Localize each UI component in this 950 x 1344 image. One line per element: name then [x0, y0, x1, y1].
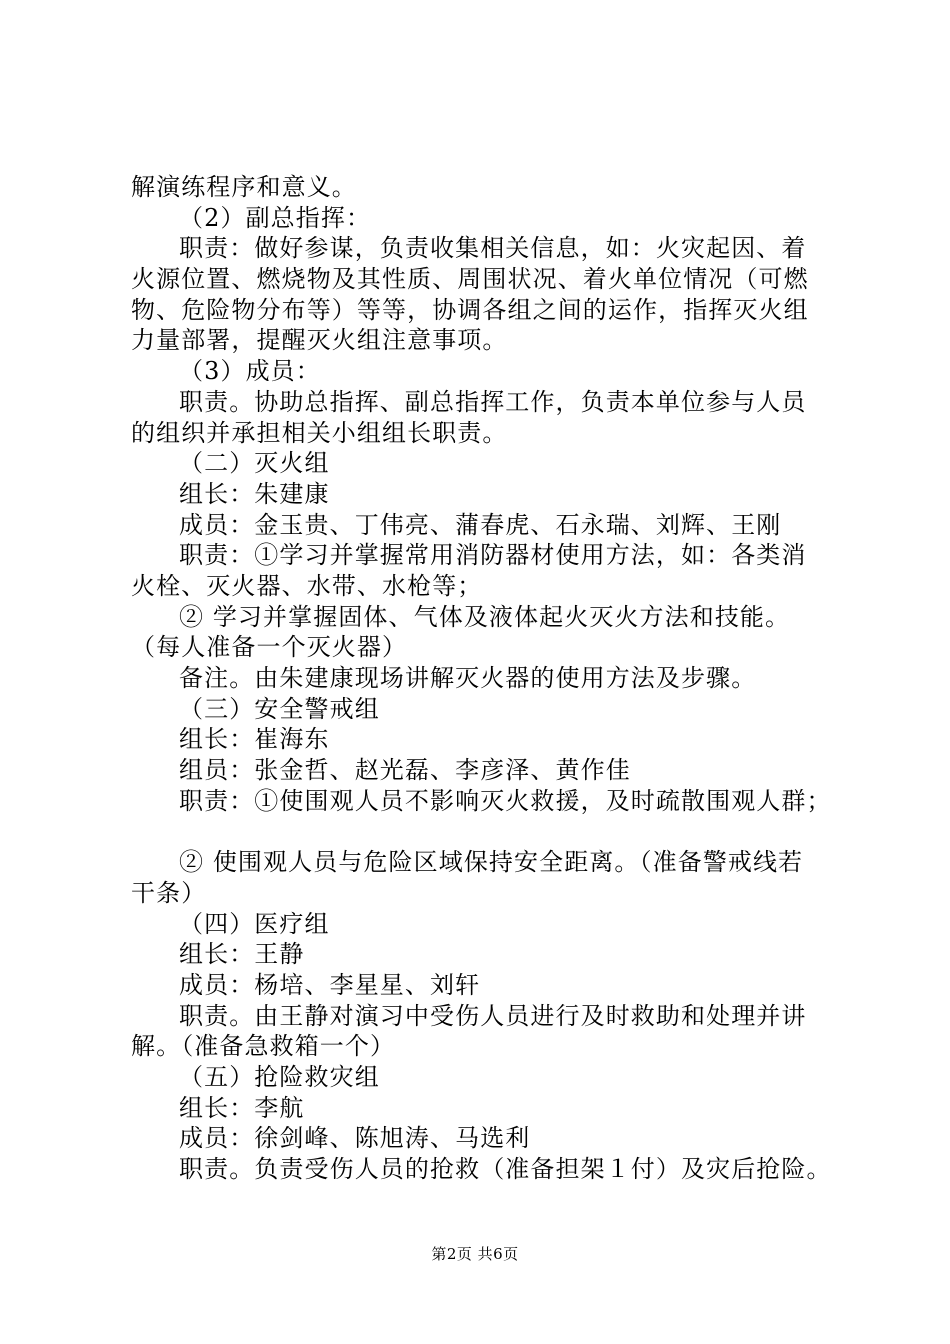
text-line: （2）副总指挥：	[179, 203, 372, 232]
text-line: 组长：李航	[179, 1093, 305, 1122]
text-line: 组长：王静	[179, 940, 305, 969]
document-body	[131, 172, 841, 1185]
text-line: 火源位置、燃烧物及其性质、周围状况、着火单位情况（可燃	[131, 265, 809, 294]
text-line: 职责。协助总指挥、副总指挥工作，负责本单位参与人员	[179, 387, 807, 416]
text-line: 职责：①学习并掌握常用消防器材使用方法，如：各类消	[179, 541, 807, 570]
text-line: （三）安全警戒组	[179, 694, 380, 723]
text-line: ② 学习并掌握固体、气体及液体起火灭火方法和技能。	[179, 602, 791, 631]
text-line: 成员：杨培、李星星、刘轩	[179, 970, 481, 999]
text-line: 火栓、灭火器、水带、水枪等；	[131, 571, 483, 600]
text-line: 职责：做好参谋，负责收集相关信息，如：火灾起因、着	[179, 234, 807, 263]
page-footer: 第2页 共6页	[431, 1245, 519, 1263]
text-line: 解。（准备急救箱一个）	[131, 1032, 396, 1061]
text-line: （四）医疗组	[179, 909, 330, 938]
text-line: 成员：金玉贵、丁伟亮、蒲春虎、石永瑞、刘辉、王刚	[179, 510, 782, 539]
text-line: （二）灭火组	[179, 449, 330, 478]
text-line: 力量部署，提醒灭火组注意事项。	[131, 326, 508, 355]
text-line: 的组织并承担相关小组组长职责。	[131, 418, 508, 447]
text-line: 组长：崔海东	[179, 725, 330, 754]
text-line: ② 使围观人员与危险区域保持安全距离。（准备警戒线若	[179, 848, 804, 877]
text-line: 干条）	[131, 878, 207, 907]
text-line: 备注。由朱建康现场讲解灭火器的使用方法及步骤。	[179, 664, 757, 692]
text-line: 组员：张金哲、赵光磊、李彦泽、黄作佳	[179, 756, 631, 785]
text-line: 组长：朱建康	[179, 479, 330, 508]
text-line: （五）抢险救灾组	[179, 1062, 380, 1091]
text-line: 解演练程序和意义。	[131, 173, 357, 201]
text-line: 职责。由王静对演习中受伤人员进行及时救助和处理并讲	[179, 1001, 807, 1030]
text-line: （每人准备一个灭火器）	[131, 633, 408, 662]
text-line: 职责：①使围观人员不影响灭火救援，及时疏散围观人群；	[179, 786, 832, 815]
text-line: 成员：徐剑峰、陈旭涛、马选利	[179, 1124, 531, 1153]
text-line: 职责。负责受伤人员的抢救（准备担架１付）及灾后抢险。	[179, 1155, 832, 1183]
blank-line	[131, 816, 841, 847]
text-line: （3）成员：	[179, 357, 321, 386]
text-line: 物、危险物分布等）等等，协调各组之间的运作，指挥灭火组	[131, 295, 809, 324]
